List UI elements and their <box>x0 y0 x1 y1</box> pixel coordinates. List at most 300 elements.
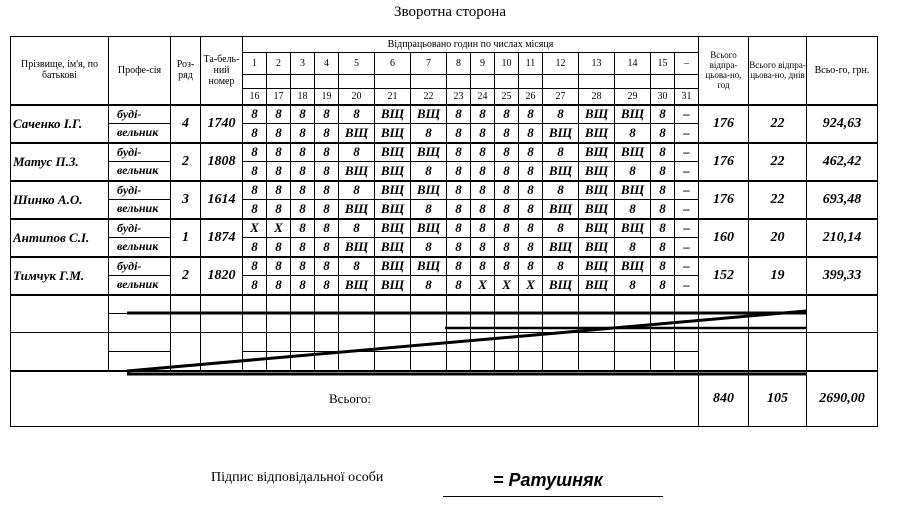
day-header-cell: 26 <box>519 89 543 105</box>
empty-cell <box>579 352 615 371</box>
empty-cell <box>291 314 315 333</box>
hours-cell: ВЩ <box>615 257 651 276</box>
day-header-cell: 21 <box>375 89 411 105</box>
empty-cell <box>267 314 291 333</box>
hours-cell: ВЩ <box>375 181 411 200</box>
empty-cell <box>579 295 615 314</box>
empty-row <box>11 333 878 352</box>
hours-cell: ВЩ <box>339 276 375 295</box>
empty-cell <box>543 333 579 352</box>
empty-cell <box>495 295 519 314</box>
empty-cell <box>495 333 519 352</box>
employee-grade: 2 <box>171 257 201 295</box>
hours-cell: 8 <box>519 238 543 257</box>
empty-cell <box>651 333 675 352</box>
empty-cell <box>471 352 495 371</box>
empty-cell <box>615 352 651 371</box>
hours-cell: 8 <box>243 200 267 219</box>
hours-cell: 8 <box>543 105 579 124</box>
hours-cell: 8 <box>291 105 315 124</box>
hours-cell: 8 <box>615 124 651 143</box>
hours-cell: 8 <box>651 276 675 295</box>
day-header-cell: 28 <box>579 89 615 105</box>
hours-cell: 8 <box>291 257 315 276</box>
day-header-cell: 29 <box>615 89 651 105</box>
hours-cell: – <box>675 276 699 295</box>
hours-cell: 8 <box>243 257 267 276</box>
hours-cell: – <box>675 219 699 238</box>
empty-cell <box>651 352 675 371</box>
hours-cell: Х <box>495 276 519 295</box>
hours-cell: ВЩ <box>375 238 411 257</box>
employee-tab-number: 1820 <box>201 257 243 295</box>
day-header-gap <box>615 75 651 89</box>
hours-cell: 8 <box>291 162 315 181</box>
hours-cell: 8 <box>495 219 519 238</box>
day-header-gap <box>411 75 447 89</box>
day-header-cell: 9 <box>471 53 495 75</box>
employee-total-days: 22 <box>749 181 807 219</box>
totals-label: Всього: <box>11 371 699 427</box>
hours-cell: 8 <box>471 181 495 200</box>
hours-cell: ВЩ <box>339 162 375 181</box>
empty-cell <box>109 333 171 352</box>
hours-cell: ВЩ <box>615 105 651 124</box>
employee-profession-1: буді- <box>109 143 171 162</box>
employee-total-sum: 399,33 <box>807 257 878 295</box>
empty-cell <box>749 333 807 371</box>
empty-cell <box>243 314 267 333</box>
hours-cell: 8 <box>243 124 267 143</box>
hours-cell: Х <box>519 276 543 295</box>
employee-profession-1: буді- <box>109 219 171 238</box>
empty-cell <box>201 333 243 371</box>
employee-profession-2: вельник <box>109 200 171 219</box>
hours-cell: ВЩ <box>579 238 615 257</box>
hours-cell: Х <box>243 219 267 238</box>
employee-total-hours: 176 <box>699 181 749 219</box>
hours-cell: 8 <box>267 105 291 124</box>
empty-cell <box>315 314 339 333</box>
empty-cell <box>807 295 878 333</box>
hours-cell: 8 <box>651 162 675 181</box>
hours-cell: 8 <box>315 124 339 143</box>
header-total-hours: Всього відпра-цьова-но, год <box>699 37 749 105</box>
empty-cell <box>11 333 109 371</box>
empty-cell <box>699 295 749 333</box>
day-header-gap <box>495 75 519 89</box>
header-total-days: Всього відпра-цьова-но, днів <box>749 37 807 105</box>
day-header-cell: 15 <box>651 53 675 75</box>
hours-cell: 8 <box>291 238 315 257</box>
employee-row <box>11 143 878 162</box>
hours-cell: 8 <box>339 219 375 238</box>
hours-cell: 8 <box>495 257 519 276</box>
hours-cell: ВЩ <box>375 143 411 162</box>
day-header-cell: 14 <box>615 53 651 75</box>
hours-cell: ВЩ <box>375 257 411 276</box>
empty-cell <box>339 352 375 371</box>
day-header-cell: 5 <box>339 53 375 75</box>
hours-cell: ВЩ <box>579 181 615 200</box>
empty-cell <box>519 352 543 371</box>
hours-cell: 8 <box>315 238 339 257</box>
hours-cell: 8 <box>315 257 339 276</box>
hours-cell: 8 <box>495 162 519 181</box>
hours-cell: 8 <box>267 238 291 257</box>
hours-cell: 8 <box>243 162 267 181</box>
hours-cell: 8 <box>447 181 471 200</box>
employee-grade: 3 <box>171 181 201 219</box>
empty-cell <box>171 333 201 371</box>
empty-cell <box>675 295 699 314</box>
employee-row <box>11 105 878 124</box>
empty-cell <box>749 295 807 333</box>
day-header-cell: 3 <box>291 53 315 75</box>
empty-cell <box>375 352 411 371</box>
empty-cell <box>291 295 315 314</box>
hours-cell: 8 <box>291 219 315 238</box>
hours-cell: 8 <box>651 257 675 276</box>
hours-cell: Х <box>471 276 495 295</box>
day-header-gap <box>543 75 579 89</box>
empty-cell <box>519 314 543 333</box>
hours-cell: 8 <box>447 257 471 276</box>
employee-profession-1: буді- <box>109 105 171 124</box>
day-header-gap <box>267 75 291 89</box>
hours-cell: 8 <box>243 238 267 257</box>
header-tab-number: Та-бель-ний номер <box>201 37 243 105</box>
day-header-gap <box>291 75 315 89</box>
signature-value: = Ратушняк <box>493 470 603 490</box>
hours-cell: 8 <box>495 238 519 257</box>
day-header-cell: 16 <box>243 89 267 105</box>
signature-line <box>443 496 663 497</box>
hours-cell: ВЩ <box>339 200 375 219</box>
hours-cell: 8 <box>447 143 471 162</box>
hours-cell: 8 <box>651 219 675 238</box>
hours-cell: ВЩ <box>579 219 615 238</box>
empty-cell <box>447 352 471 371</box>
empty-cell <box>675 333 699 352</box>
hours-cell: 8 <box>471 200 495 219</box>
employee-name: Матус П.З. <box>11 143 109 181</box>
empty-cell <box>375 314 411 333</box>
hours-cell: ВЩ <box>615 143 651 162</box>
empty-cell <box>579 314 615 333</box>
hours-cell: 8 <box>495 105 519 124</box>
signature-label: Підпис відповідальної особи <box>211 470 384 485</box>
hours-cell: ВЩ <box>411 257 447 276</box>
hours-cell: ВЩ <box>579 162 615 181</box>
employee-row <box>11 181 878 200</box>
totals-sum: 2690,00 <box>807 371 878 427</box>
day-header-cell: 27 <box>543 89 579 105</box>
empty-cell <box>411 295 447 314</box>
employee-total-hours: 176 <box>699 143 749 181</box>
hours-cell: 8 <box>447 124 471 143</box>
empty-cell <box>315 333 339 352</box>
hours-cell: ВЩ <box>579 257 615 276</box>
hours-cell: 8 <box>339 143 375 162</box>
empty-cell <box>339 314 375 333</box>
employee-total-sum: 462,42 <box>807 143 878 181</box>
hours-cell: 8 <box>267 276 291 295</box>
hours-cell: 8 <box>447 105 471 124</box>
hours-cell: 8 <box>543 219 579 238</box>
header-days-worked: Відпрацьовано годин по числах місяця <box>243 37 699 53</box>
day-header-gap <box>339 75 375 89</box>
hours-cell: ВЩ <box>375 219 411 238</box>
hours-cell: 8 <box>471 143 495 162</box>
empty-cell <box>543 352 579 371</box>
hours-cell: 8 <box>267 181 291 200</box>
empty-cell <box>615 314 651 333</box>
hours-cell: 8 <box>267 257 291 276</box>
hours-cell: 8 <box>615 238 651 257</box>
hours-cell: – <box>675 105 699 124</box>
empty-cell <box>675 352 699 371</box>
hours-cell: 8 <box>447 276 471 295</box>
hours-cell: ВЩ <box>339 238 375 257</box>
hours-cell: 8 <box>495 200 519 219</box>
hours-cell: 8 <box>447 219 471 238</box>
hours-cell: ВЩ <box>579 105 615 124</box>
day-header-cell: 13 <box>579 53 615 75</box>
empty-cell <box>411 352 447 371</box>
day-header-gap <box>375 75 411 89</box>
hours-cell: 8 <box>519 105 543 124</box>
hours-cell: 8 <box>267 124 291 143</box>
day-header-cell: 8 <box>447 53 471 75</box>
hours-cell: 8 <box>411 162 447 181</box>
empty-cell <box>495 314 519 333</box>
empty-cell <box>471 295 495 314</box>
hours-cell: ВЩ <box>579 124 615 143</box>
hours-cell: – <box>675 238 699 257</box>
empty-cell <box>411 314 447 333</box>
hours-cell: 8 <box>615 162 651 181</box>
day-header-cell: 24 <box>471 89 495 105</box>
empty-cell <box>339 295 375 314</box>
empty-cell <box>109 352 171 371</box>
hours-cell: – <box>675 143 699 162</box>
employee-total-sum: 210,14 <box>807 219 878 257</box>
hours-cell: ВЩ <box>543 162 579 181</box>
hours-cell: 8 <box>315 143 339 162</box>
empty-cell <box>411 333 447 352</box>
employee-profession-2: вельник <box>109 238 171 257</box>
day-header-cell: 19 <box>315 89 339 105</box>
hours-cell: 8 <box>519 162 543 181</box>
employee-tab-number: 1808 <box>201 143 243 181</box>
hours-cell: 8 <box>471 124 495 143</box>
hours-cell: 8 <box>651 124 675 143</box>
day-header-gap <box>471 75 495 89</box>
day-header-cell: 23 <box>447 89 471 105</box>
hours-cell: ВЩ <box>375 162 411 181</box>
hours-cell: – <box>675 181 699 200</box>
hours-cell: 8 <box>411 238 447 257</box>
empty-cell <box>375 295 411 314</box>
employee-total-hours: 176 <box>699 105 749 143</box>
hours-cell: 8 <box>471 257 495 276</box>
employee-profession-1: буді- <box>109 181 171 200</box>
day-header-cell: 7 <box>411 53 447 75</box>
page-title: Зворотна сторона <box>394 4 506 20</box>
empty-cell <box>615 333 651 352</box>
hours-cell: 8 <box>651 143 675 162</box>
hours-cell: Х <box>267 219 291 238</box>
hours-cell: ВЩ <box>375 276 411 295</box>
hours-cell: 8 <box>495 143 519 162</box>
empty-cell <box>291 352 315 371</box>
empty-cell <box>243 352 267 371</box>
empty-cell <box>243 333 267 352</box>
hours-cell: ВЩ <box>375 105 411 124</box>
hours-cell: 8 <box>291 200 315 219</box>
hours-cell: 8 <box>543 143 579 162</box>
employee-row <box>11 219 878 238</box>
day-header-cell: 4 <box>315 53 339 75</box>
hours-cell: 8 <box>243 105 267 124</box>
hours-cell: 8 <box>291 276 315 295</box>
hours-cell: 8 <box>411 200 447 219</box>
empty-cell <box>807 333 878 371</box>
hours-cell: 8 <box>291 143 315 162</box>
empty-cell <box>495 352 519 371</box>
empty-cell <box>447 295 471 314</box>
hours-cell: 8 <box>519 124 543 143</box>
totals-hours: 840 <box>699 371 749 427</box>
empty-cell <box>615 295 651 314</box>
day-header-gap <box>243 75 267 89</box>
hours-cell: 8 <box>471 105 495 124</box>
header-profession: Профе-сія <box>109 37 171 105</box>
hours-cell: 8 <box>519 181 543 200</box>
empty-cell <box>267 333 291 352</box>
hours-cell: 8 <box>651 238 675 257</box>
day-header-gap <box>651 75 675 89</box>
hours-cell: ВЩ <box>615 181 651 200</box>
empty-cell <box>543 295 579 314</box>
employee-total-days: 19 <box>749 257 807 295</box>
empty-cell <box>675 314 699 333</box>
employee-total-hours: 152 <box>699 257 749 295</box>
empty-cell <box>579 333 615 352</box>
employee-total-days: 20 <box>749 219 807 257</box>
hours-cell: 8 <box>315 200 339 219</box>
hours-cell: 8 <box>543 181 579 200</box>
hours-cell: 8 <box>447 200 471 219</box>
empty-cell <box>447 314 471 333</box>
hours-cell: ВЩ <box>543 238 579 257</box>
day-header-cell: 12 <box>543 53 579 75</box>
hours-cell: 8 <box>471 162 495 181</box>
employee-row <box>11 257 878 276</box>
hours-cell: 8 <box>471 219 495 238</box>
day-header-cell: 18 <box>291 89 315 105</box>
hours-cell: 8 <box>291 181 315 200</box>
hours-cell: 8 <box>411 276 447 295</box>
employee-name: Тимчук Г.М. <box>11 257 109 295</box>
empty-cell <box>519 333 543 352</box>
hours-cell: – <box>675 200 699 219</box>
day-header-cell: 1 <box>243 53 267 75</box>
hours-cell: ВЩ <box>543 200 579 219</box>
hours-cell: 8 <box>243 143 267 162</box>
employee-profession-2: вельник <box>109 124 171 143</box>
hours-cell: ВЩ <box>339 124 375 143</box>
empty-cell <box>471 314 495 333</box>
employee-grade: 2 <box>171 143 201 181</box>
day-header-gap <box>315 75 339 89</box>
employee-tab-number: 1740 <box>201 105 243 143</box>
hours-cell: 8 <box>339 181 375 200</box>
hours-cell: 8 <box>651 200 675 219</box>
hours-cell: – <box>675 124 699 143</box>
hours-cell: ВЩ <box>375 200 411 219</box>
day-header-cell: 25 <box>495 89 519 105</box>
hours-cell: 8 <box>651 181 675 200</box>
hours-cell: 8 <box>651 105 675 124</box>
employee-profession-1: буді- <box>109 257 171 276</box>
empty-cell <box>519 295 543 314</box>
empty-cell <box>291 333 315 352</box>
empty-cell <box>339 333 375 352</box>
header-total-sum: Всьо-го, грн. <box>807 37 878 105</box>
hours-cell: ВЩ <box>579 200 615 219</box>
hours-cell: 8 <box>315 276 339 295</box>
totals-row <box>11 371 878 427</box>
hours-cell: 8 <box>519 219 543 238</box>
empty-cell <box>267 295 291 314</box>
hours-cell: ВЩ <box>411 219 447 238</box>
employee-profession-2: вельник <box>109 276 171 295</box>
employee-total-hours: 160 <box>699 219 749 257</box>
hours-cell: ВЩ <box>615 219 651 238</box>
empty-cell <box>315 295 339 314</box>
hours-cell: – <box>675 162 699 181</box>
day-header-cell: 11 <box>519 53 543 75</box>
header-name: Прізвище, ім'я, по батькові <box>11 37 109 105</box>
employee-name: Антипов С.І. <box>11 219 109 257</box>
empty-cell <box>471 333 495 352</box>
hours-cell: ВЩ <box>411 105 447 124</box>
hours-cell: 8 <box>339 105 375 124</box>
empty-cell <box>375 333 411 352</box>
day-header-gap <box>579 75 615 89</box>
hours-cell: 8 <box>495 124 519 143</box>
hours-cell: 8 <box>615 200 651 219</box>
empty-cell <box>651 295 675 314</box>
day-header-cell: 30 <box>651 89 675 105</box>
day-header-gap <box>675 75 699 89</box>
empty-cell <box>699 333 749 371</box>
hours-cell: ВЩ <box>579 276 615 295</box>
hours-cell: 8 <box>243 181 267 200</box>
hours-cell: 8 <box>315 181 339 200</box>
day-header-cell: 10 <box>495 53 519 75</box>
empty-cell <box>267 352 291 371</box>
day-header-cell: 2 <box>267 53 291 75</box>
hours-cell: 8 <box>315 105 339 124</box>
hours-cell: – <box>675 257 699 276</box>
hours-cell: 8 <box>243 276 267 295</box>
hours-cell: 8 <box>267 162 291 181</box>
employee-total-days: 22 <box>749 105 807 143</box>
empty-cell <box>447 333 471 352</box>
